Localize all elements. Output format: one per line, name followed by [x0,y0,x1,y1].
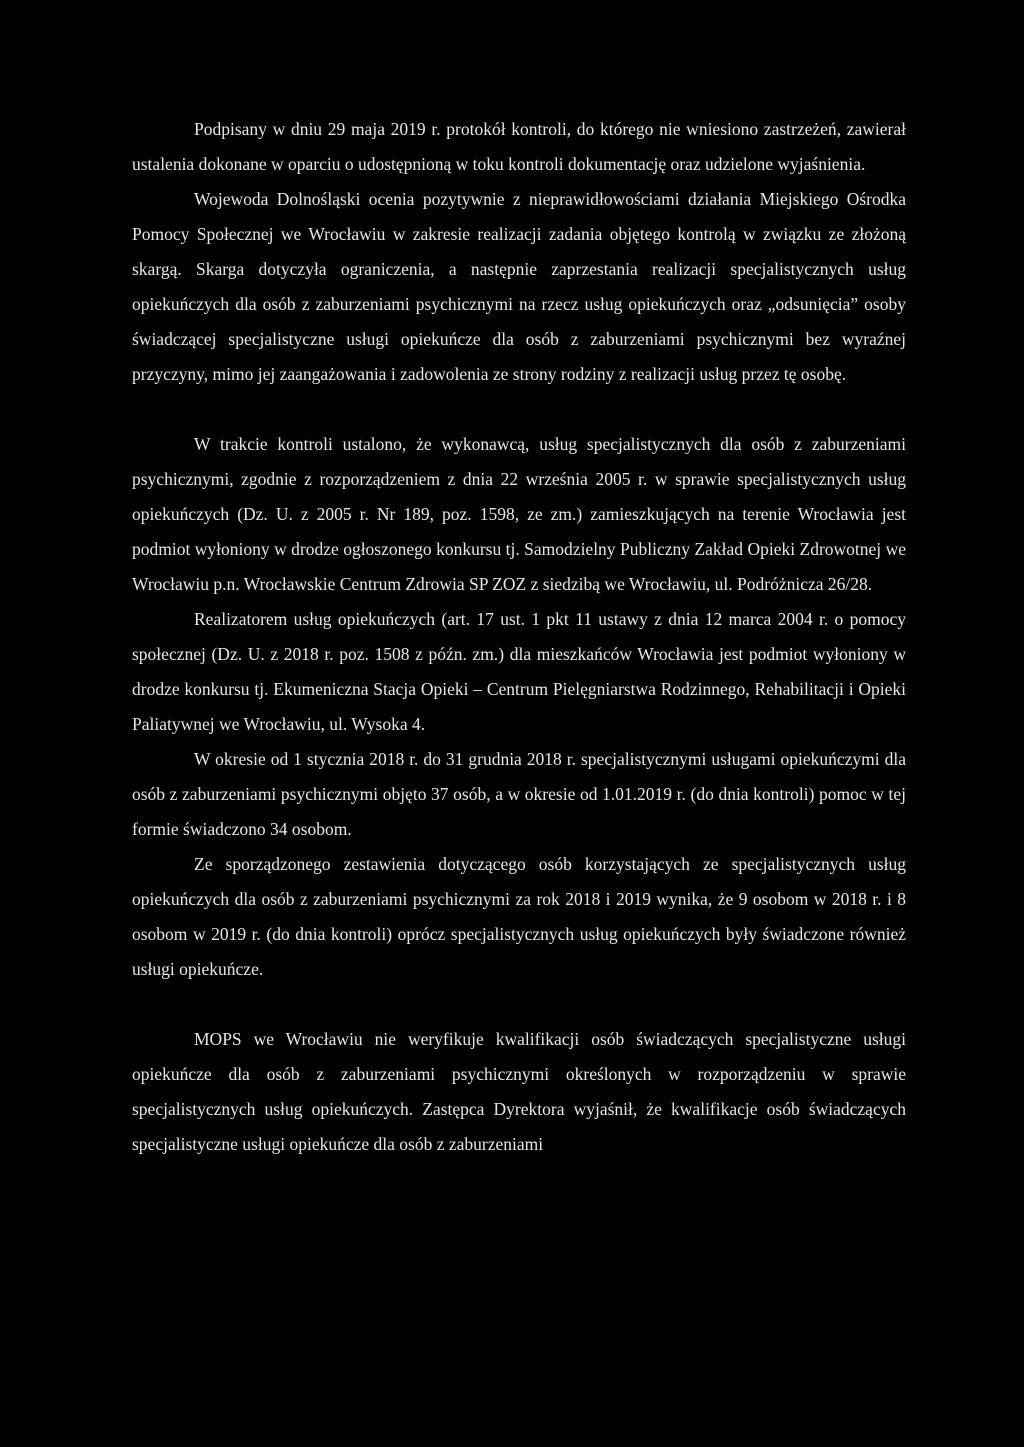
document-page [132,112,906,1162]
paragraph-protocol-signed: Podpisany w dniu 29 maja 2019 r. protokół kontroli, do którego nie wniesiono zastrzeżeń, zawierał ustalenia dokonane w oparciu o udostępnioną w toku kontroli dokumentację oraz udzielone wyjaśnienia. [132,119,906,174]
paragraph-spacer [132,987,906,1022]
paragraph-inspection-findings: W trakcie kontroli ustalono, że wykonawcą, usług specjalistycznych dla osób z zaburzeniami psychicznymi, zgodnie z rozporządzeniem z dnia 22 września 2005 r. w sprawie specjalistycznych usług opiekuńczych (Dz. U. z 2005 r. Nr 189, poz. 1598, ze zm.) zamieszkujących na terenie Wrocławia jest podmiot wyłoniony w drodze ogłoszonego konkursu tj. Samodzielny Publiczny Zakład Opieki Zdrowotnej we Wrocławiu p.n. Wrocławskie Centrum Zdrowia SP ZOZ z siedzibą we Wrocławiu, ul. Podróżnicza 26/28. [132,434,906,594]
paragraph-voivode-assessment: Wojewoda Dolnośląski ocenia pozytywnie z nieprawidłowościami działania Miejskiego Ośrodka Pomocy Społecznej we Wrocławiu w zakresie realizacji zadania objętego kontrolą w związku ze złożoną skargą. Skarga dotyczyła ograniczenia, a następnie zaprzestania realizacji specjalistycznych usług opiekuńczych dla osób z zaburzeniami psychicznymi na rzecz usług opiekuńczych oraz „odsunięcia” osoby świadczącej specjalistyczne usługi opiekuńcze dla osób z zaburzeniami psychicznymi bez wyraźnej przyczyny, mimo jej zaangażowania i zadowolenia ze strony rodziny z realizacji usług przez tę osobę. [132,189,906,384]
paragraph-care-services-provider: Realizatorem usług opiekuńczych (art. 17 ust. 1 pkt 11 ustawy z dnia 12 marca 2004 r. o pomocy społecznej (Dz. U. z 2018 r. poz. 1508 z późn. zm.) dla mieszkańców Wrocławia jest podmiot wyłoniony w drodze konkursu tj. Ekumeniczna Stacja Opieki – Centrum Pielęgniarstwa Rodzinnego, Rehabilitacji i Opieki Paliatywnej we Wrocławiu, ul. Wysoka 4. [132,609,906,734]
paragraph-summary-list: Ze sporządzonego zestawienia dotyczącego osób korzystających ze specjalistycznych usług opiekuńczych dla osób z zaburzeniami psychicznymi za rok 2018 i 2019 wynika, że 9 osobom w 2018 r. i 8 osobom w 2019 r. (do dnia kontroli) oprócz specjalistycznych usług opiekuńczych były świadczone również usługi opiekuńcze. [132,854,906,979]
paragraph-mops-qualifications: MOPS we Wrocławiu nie weryfikuje kwalifikacji osób świadczących specjalistyczne usługi opiekuńcze dla osób z zaburzeniami psychicznymi określonych w rozporządzeniu w sprawie specjalistycznych usług opiekuńczych. Zastępca Dyrektora wyjaśnił, że kwalifikacje osób świadczących specjalistyczne usługi opiekuńcze dla osób z zaburzeniami [132,1029,906,1154]
paragraph-period-statistics: W okresie od 1 stycznia 2018 r. do 31 grudnia 2018 r. specjalistycznymi usługami opiekuńczymi dla osób z zaburzeniami psychicznymi objęto 37 osób, a w okresie od 1.01.2019 r. (do dnia kontroli) pomoc w tej formie świadczono 34 osobom. [132,749,906,839]
paragraph-spacer [132,392,906,427]
